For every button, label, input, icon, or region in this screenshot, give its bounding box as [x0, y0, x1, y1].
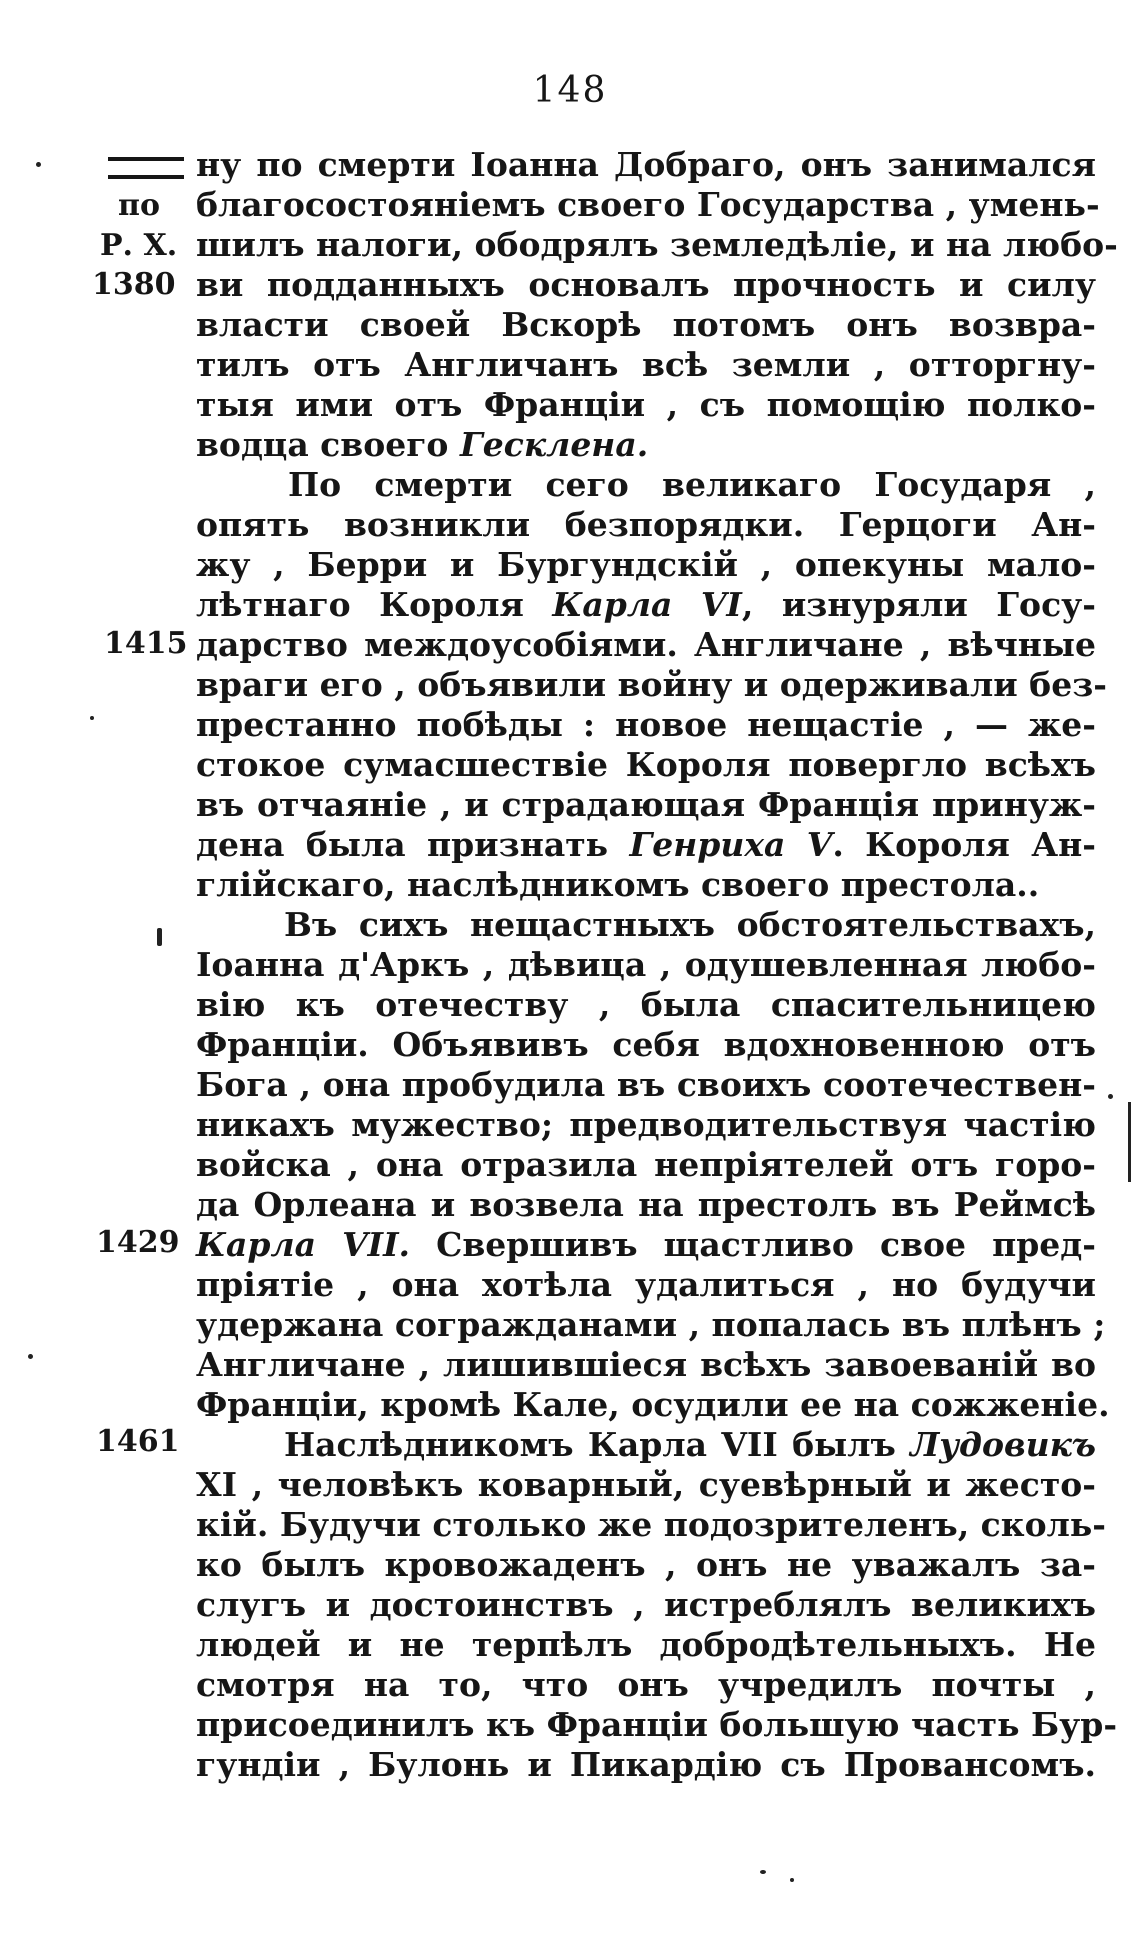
text-fragment: , изнуряли Госу- — [741, 585, 1096, 624]
text-line: Франціи, кромѣ Кале, осудили ее на сожженіе. — [196, 1385, 1110, 1424]
text-line — [196, 1225, 1096, 1265]
page-number: 148 — [532, 70, 608, 111]
italic-name: Карла VI — [552, 585, 742, 624]
text-line: въ отчаяніе , и страдающая Франція принуж- — [196, 785, 1096, 824]
text-line: опять возникли безпорядки. Герцоги Ан- — [196, 505, 1096, 544]
text-line: благосостояніемъ своего Государства , умень- — [196, 185, 1100, 224]
text-line: да Орлеана и возвела на престолъ въ Реймсѣ — [196, 1185, 1096, 1224]
scan-edge-mark — [1128, 1102, 1131, 1182]
margin-year-1429: 1429 — [96, 1225, 180, 1260]
text-line: ну по смерти Іоанна Добраго, онъ занимался — [196, 145, 1096, 184]
text-line: ви подданныхъ основалъ прочность и силу — [196, 265, 1096, 304]
text-fragment: водца своего — [196, 425, 449, 464]
text-line: вію къ отечеству , была спасительницею — [196, 985, 1096, 1024]
paragraph-first-line: Въ сихъ нещастныхъ обстоятельствахъ, — [284, 905, 1096, 944]
italic-name: Генриха V — [629, 825, 833, 864]
margin-era-label-2: Р. Х. — [100, 228, 178, 263]
text-line: власти своей Вскорѣ потомъ онъ возвра- — [196, 305, 1096, 344]
paragraph-first-line: По смерти сего великаго Государя , — [288, 465, 1096, 504]
text-line: людей и не терпѣлъ добродѣтельныхъ. Не — [196, 1625, 1096, 1664]
scan-speck — [760, 1870, 766, 1874]
text-line: ко былъ кровожаденъ , онъ не уважалъ за- — [196, 1545, 1096, 1584]
text-line: Іоанна д'Аркъ , дѣвица , одушевленная любо- — [196, 945, 1096, 984]
scan-speck — [90, 716, 94, 720]
scan-speck — [790, 1878, 794, 1882]
text-line: Франціи. Объявивъ себя вдохновенною отъ — [196, 1025, 1096, 1064]
margin-year-1415: 1415 — [104, 626, 188, 661]
text-line: шилъ налоги, ободрялъ земледѣліе, и на любо- — [196, 225, 1118, 264]
scan-speck — [36, 162, 41, 167]
text-fragment: лѣтнаго Короля — [196, 585, 524, 624]
text-line: дарство междоусобіями. Англичане , вѣчные — [196, 625, 1096, 664]
text-line: Бога , она пробудила въ своихъ соотечествен- — [196, 1065, 1096, 1104]
text-line: стокое сумасшествіе Короля повергло всѣхъ — [196, 745, 1096, 784]
text-line: XI , человѣкъ коварный, суевѣрный и жесто- — [196, 1465, 1096, 1504]
italic-name: Лудовикъ — [910, 1425, 1096, 1464]
margin-year-1380: 1380 — [92, 267, 176, 302]
text-line: гундіи , Булонь и Пикардію съ Провансомъ. — [196, 1745, 1096, 1784]
text-line: кій. Будучи столько же подозрителенъ, сколь- — [196, 1505, 1106, 1544]
text-line: тилъ отъ Англичанъ всѣ земли , отторгну- — [196, 345, 1096, 384]
text-line: престанно побѣды : новое нещастіе , — же- — [196, 705, 1096, 744]
text-line: войска , она отразила непріятелей отъ горо- — [196, 1145, 1096, 1184]
paragraph-first-line — [196, 1425, 1096, 1465]
text-line: смотря на то, что онъ учредилъ почты , — [196, 1665, 1096, 1704]
text-line: присоединилъ къ Франціи большую часть Бур- — [196, 1705, 1118, 1744]
scan-speck — [28, 1354, 33, 1359]
italic-name: Карла VII. — [196, 1225, 411, 1264]
text-fragment: дена была признать — [196, 825, 609, 864]
text-line: тыя ими отъ Франціи , съ помощію полко- — [196, 385, 1096, 424]
main-text-column — [196, 145, 1118, 1785]
text-line: удержана согражданами , попалась въ плѣнъ ; — [196, 1305, 1106, 1344]
text-line: никахъ мужество; предводительствуя частію — [196, 1105, 1096, 1144]
italic-name: Гесклена. — [459, 425, 649, 464]
text-line: жу , Берри и Бургундскій , опекуны мало- — [196, 545, 1096, 584]
text-line: враги его , объявили войну и одерживали без- — [196, 665, 1107, 704]
text-line — [196, 585, 1096, 625]
margin-era-label: по — [118, 188, 160, 223]
double-rule-ornament — [108, 157, 184, 179]
text-line — [196, 825, 1096, 865]
scan-speck — [157, 928, 162, 946]
text-line: пріятіе , она хотѣла удалиться , но будучи — [196, 1265, 1096, 1304]
text-fragment: Наслѣдникомъ Карла VII былъ — [284, 1425, 896, 1464]
text-line — [196, 425, 1096, 465]
scan-speck — [1108, 1094, 1113, 1099]
text-fragment: . Короля Ан- — [832, 825, 1096, 864]
margin-year-1461: 1461 — [96, 1424, 180, 1459]
text-line: Англичане , лишившіеся всѣхъ завоеваній во — [196, 1345, 1096, 1384]
text-line: глійскаго, наслѣдникомъ своего престола.. — [196, 865, 1040, 904]
text-line: слугъ и достоинствъ , истреблялъ великихъ — [196, 1585, 1096, 1624]
text-fragment: Свершивъ щастливо свое пред- — [436, 1225, 1096, 1264]
